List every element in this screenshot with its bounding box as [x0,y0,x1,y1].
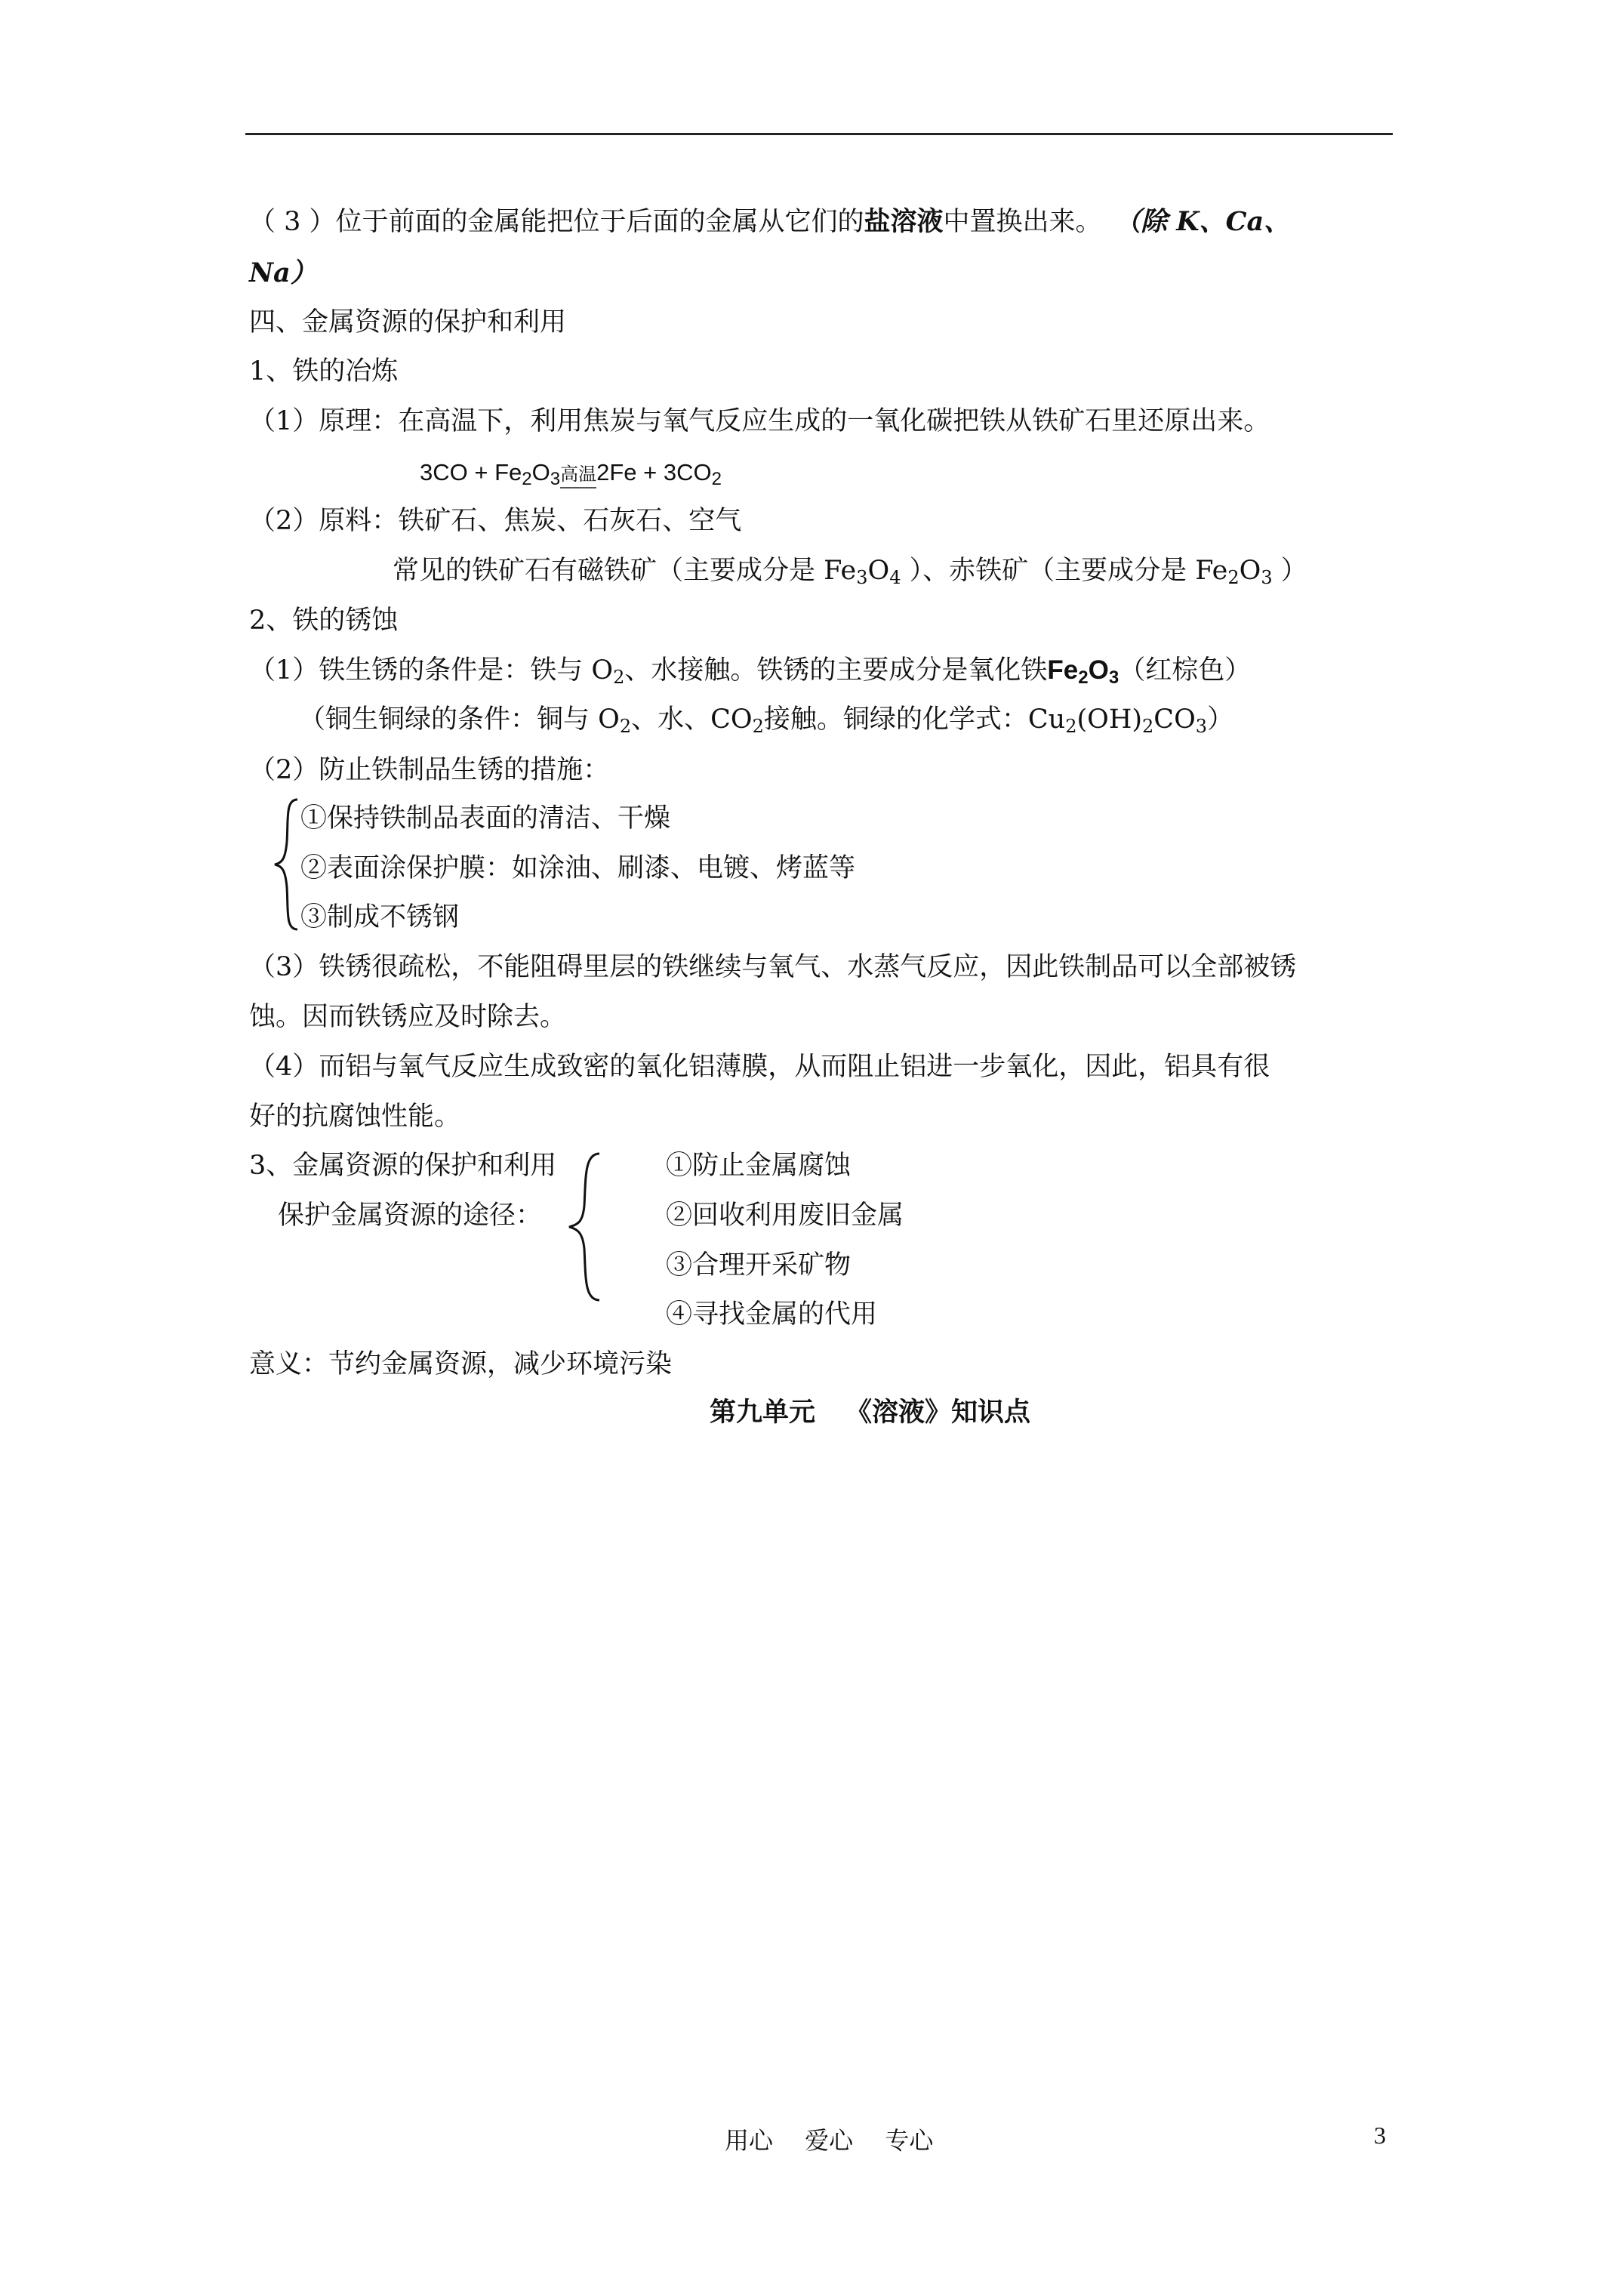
subscript: 3 [1195,716,1208,737]
list-item: ②表面涂保护膜：如涂油、刷漆、电镀、烤蓝等 [300,853,856,883]
text-segment: 、水、CO [631,704,753,735]
text-line [299,703,1233,736]
bold-term: 盐溶液 [864,206,944,237]
list-item: ②回收利用废旧金属 [666,1200,904,1231]
subscript: 2 [752,716,764,737]
text-line [249,654,1251,687]
chemical-equation: $3CO + Fe_2O_3$高温 $2Fe + 3CO_2$ [420,456,722,492]
subscript: 3 [856,567,868,588]
italic-note: （除 K、Ca、 [1127,206,1291,237]
subscript: 2 [711,469,722,489]
condition-label: 高温 [560,464,597,485]
subscript: 3 [1261,567,1273,588]
subscript: 2 [619,716,632,737]
subscript: 2 [1142,716,1154,737]
header-rule [245,133,1393,135]
text-line: （3）铁锈很疏松，不能阻碍里层的铁继续与氧气、水蒸气反应，因此铁制品可以全部被锈 [249,952,1297,982]
left-brace [565,1149,602,1305]
subsection-heading: 2、铁的锈蚀 [249,606,399,636]
subscript: 3 [1108,667,1119,688]
text-segment: （1）铁生锈的条件是：铁与 O [249,655,614,686]
text-segment: (OH) [1076,704,1143,735]
text-segment: CO [1153,704,1196,735]
list-item: ①防止金属腐蚀 [666,1151,852,1181]
text-line: （4）而铝与氧气反应生成致密的氧化铝薄膜，从而阻止铝进一步氧化，因此，铝具有很 [249,1052,1270,1082]
text-line: （2）防止铁制品生锈的措施： [249,755,610,785]
subscript: 2 [1227,567,1240,588]
italic-note: Na） [249,257,317,288]
list-item: ①保持铁制品表面的清洁、干燥 [300,803,671,834]
list-item: ③制成不锈钢 [300,902,460,932]
equation-part: 3CO + Fe [420,459,522,485]
text-line: 常见的铁矿石有磁铁矿（主要成分是 $Fe_3O_4$ ）、赤铁矿（主要成分是 $Fe_2O_3$ ） [393,556,1307,588]
subsection-heading: 3、金属资源的保护和利用 [249,1151,557,1181]
bold-formula: $Fe_2O_3$ [1047,655,1119,688]
text-segment: （1）原理：在高温下，利用焦炭与氧气反应生成的一氧化碳把铁从铁矿石里还原出来。 [249,406,1270,436]
text-line: （2）原料：铁矿石、焦炭、石灰石、空气 [249,506,742,536]
page-number: 3 [1374,2122,1386,2149]
text-segment: 接触。铜绿的化学式：Cu [763,704,1066,735]
text-segment: 、水接触。铁锈的主要成分是氧化铁 [624,655,1048,686]
left-brace [272,797,302,932]
text-line: 保护金属资源的途径： [278,1200,543,1231]
text-line: 意义：节约金属资源，减少环境污染 [249,1349,673,1379]
title-part: 第九单元 [710,1397,816,1428]
text-segment: ） [1207,704,1234,735]
text-line: 蚀。因而铁锈应及时除去。 [249,1002,567,1032]
section-heading: 四、金属资源的保护和利用 [249,307,567,337]
unit-title [710,1396,1030,1429]
subscript: 4 [889,567,901,588]
text-segment: ）、赤铁矿（主要成分是 Fe [901,556,1228,586]
subscript: 2 [1078,667,1089,688]
text-segment: （红棕色） [1119,655,1252,686]
text-segment: 常见的铁矿石有磁铁矿（主要成分是 Fe [393,556,857,586]
list-item: ③合理开采矿物 [666,1250,852,1281]
list-item: ④寻找金属的代用 [666,1299,878,1330]
subscript: 2 [522,469,532,489]
reaction-condition [560,458,596,492]
text-segment: 中置换出来。 [943,207,1102,237]
footer-motto: 用心 爱心 专心 [725,2126,934,2155]
text-line [249,205,1290,239]
title-part: 《溶液》知识点 [845,1397,1031,1428]
formula-part: Fe [1047,655,1079,685]
text-segment: （ 3 ）位于前面的金属能把位于后面的金属从它们的 [249,207,864,237]
text-segment: （铜生铜绿的条件：铜与 O [299,704,620,735]
text-line [249,405,1270,438]
text-segment: ） [1272,556,1307,586]
reaction-arrow-bar [560,487,596,488]
subsection-heading: 1、铁的冶炼 [249,356,399,387]
text-line: 好的抗腐蚀性能。 [249,1102,461,1132]
subscript: 3 [550,469,561,489]
equation-part: 2Fe + 3CO [596,459,712,485]
subscript: 2 [1065,716,1077,737]
subscript: 2 [613,667,625,688]
